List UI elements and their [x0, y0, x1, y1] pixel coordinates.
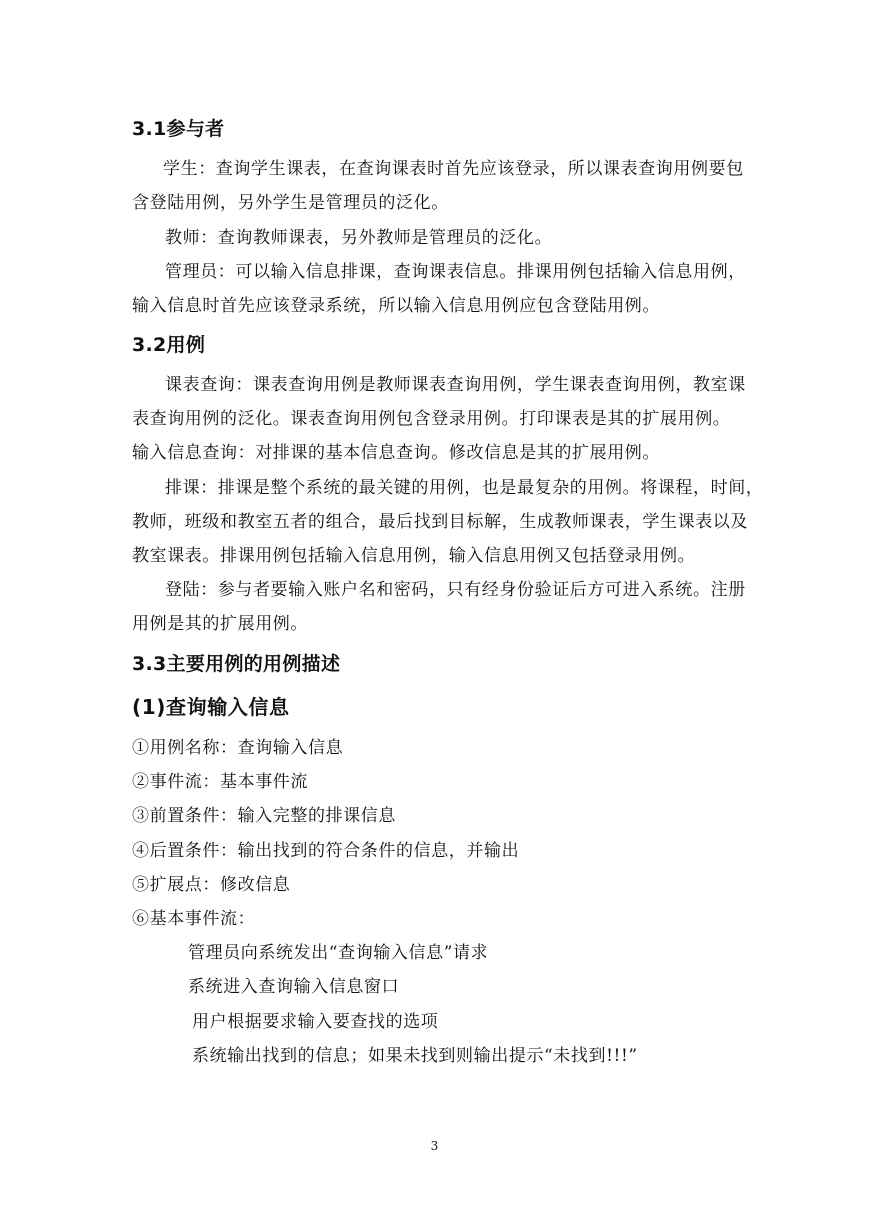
flow-step-1: 管理员向系统发出“查询输入信息”请求 [188, 943, 489, 963]
page-number: 3 [430, 1139, 439, 1153]
paragraph-login-line1: 登陆：参与者要输入账户名和密码，只有经身份验证后方可进入系统。注册 [165, 580, 746, 600]
list-item-basic-flow: ⑥基本事件流： [132, 909, 256, 929]
list-item-use-case-name: ①用例名称：查询输入信息 [132, 738, 344, 758]
flow-step-3: 用户根据要求输入要查找的选项 [192, 1012, 439, 1032]
paragraph-student-line2: 含登陆用例，另外学生是管理员的泛化。 [132, 193, 449, 213]
paragraph-admin-line1: 管理员：可以输入信息排课，查询课表信息。排课用例包括输入信息用例， [165, 262, 746, 282]
list-item-precondition: ③前置条件：输入完整的排课信息 [132, 806, 396, 826]
paragraph-input-query: 输入信息查询：对排课的基本信息查询。修改信息是其的扩展用例。 [132, 443, 660, 463]
paragraph-schedule-line2: 教师，班级和教室五者的组合，最后找到目标解，生成教师课表，学生课表以及 [132, 512, 748, 532]
section-heading-3-1: 3.1参与者 [132, 118, 225, 140]
section-heading-3-3: 3.3主要用例的用例描述 [132, 653, 341, 675]
section-heading-3-2: 3.2用例 [132, 334, 206, 356]
paragraph-query-line1: 课表查询：课表查询用例是教师课表查询用例，学生课表查询用例，教室课 [165, 375, 746, 395]
paragraph-query-line2: 表查询用例的泛化。课表查询用例包含登录用例。打印课表是其的扩展用例。 [132, 409, 731, 429]
list-item-extension-point: ⑤扩展点：修改信息 [132, 875, 291, 895]
paragraph-student-line1: 学生：查询学生课表，在查询课表时首先应该登录，所以课表查询用例要包 [163, 159, 744, 179]
paragraph-schedule-line3: 教室课表。排课用例包括输入信息用例，输入信息用例又包括登录用例。 [132, 546, 696, 566]
paragraph-schedule-line1: 排课：排课是整个系统的最关键的用例，也是最复杂的用例。将课程，时间， [165, 478, 764, 498]
subheading-query-input-info: (1)查询输入信息 [132, 695, 290, 719]
flow-step-2: 系统进入查询输入信息窗口 [188, 977, 400, 997]
list-item-event-flow: ②事件流：基本事件流 [132, 772, 308, 792]
paragraph-login-line2: 用例是其的扩展用例。 [132, 614, 308, 634]
paragraph-teacher: 教师：查询教师课表，另外教师是管理员的泛化。 [165, 228, 553, 248]
list-item-postcondition: ④后置条件：输出找到的符合条件的信息，并输出 [132, 841, 520, 861]
paragraph-admin-line2: 输入信息时首先应该登录系统，所以输入信息用例应包含登陆用例。 [132, 296, 660, 316]
flow-step-4: 系统输出找到的信息；如果未找到则输出提示“未找到!!!” [192, 1046, 638, 1066]
